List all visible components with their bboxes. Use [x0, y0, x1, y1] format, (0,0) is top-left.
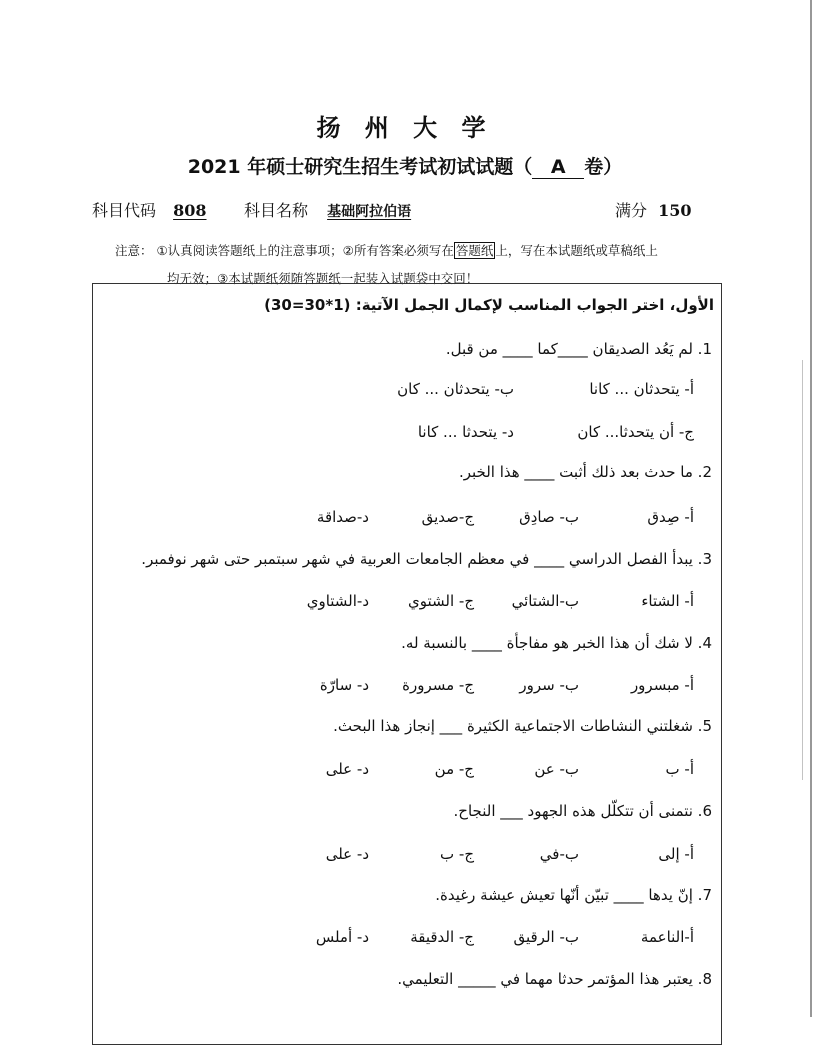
q7-option-c: ج- الدقيقة [410, 928, 474, 946]
q3-option-a: أ- الشتاء [641, 592, 694, 610]
q7-option-a: أ-الناعمة [640, 928, 694, 946]
question-1: 1. لم يَعُد الصديقان ____كما ____ من قبل. [445, 340, 712, 358]
page-edge-shadow [810, 0, 812, 1017]
exam-title-suffix: 卷） [584, 156, 623, 178]
question-8: 8. يعتبر هذا المؤتمر حدثا مهما في _____ التعليمي. [397, 970, 712, 988]
scan-line [802, 360, 803, 780]
q3-option-d: د-الشتاوي [306, 592, 369, 610]
code-value: 808 [173, 201, 207, 220]
full-score [615, 198, 692, 221]
q6-option-d: د- على [325, 845, 369, 863]
code-label: 科目代码 [92, 201, 157, 220]
q4-option-a: أ- مبسرور [630, 676, 694, 694]
q2-option-c: ج-صديق [421, 508, 474, 526]
q4-option-c: ج- مسرورة [402, 676, 474, 694]
q5-option-c: ج- من [434, 760, 474, 778]
q5-option-a: أ- ب [665, 760, 694, 778]
q1-option-a: أ- يتحدثان ... كانا [589, 380, 694, 398]
name-value: 基础阿拉伯语 [327, 204, 412, 220]
q7-option-b: ب- الرقيق [513, 928, 579, 946]
q1-option-b: ب- يتحدثان ... كان [397, 380, 514, 398]
q4-option-b: ب- سرور [519, 676, 579, 694]
subject-name [244, 198, 411, 221]
q3-option-c: ج- الشتوي [408, 592, 474, 610]
q1-option-c: ج- أن يتحدثا... كان [577, 423, 694, 441]
q2-option-d: د-صداقة [316, 508, 369, 526]
q3-option-b: ب-الشتائي [511, 592, 579, 610]
paper-label: A [532, 156, 584, 179]
notice-text-a: 注意： ①认真阅读答题纸上的注意事项；②所有答案必须写在 [115, 243, 454, 258]
exam-title-text: 2021 年硕士研究生招生考试初试试题（ [187, 156, 533, 178]
q5-option-b: ب- عن [534, 760, 579, 778]
university-name: 扬 州 大 学 [316, 114, 494, 142]
q4-option-d: د- سارّة [319, 676, 369, 694]
notice-line-1 [115, 237, 725, 265]
exam-title [0, 152, 810, 179]
q2-option-a: أ- صِدق [647, 508, 694, 526]
score-label: 满分 [615, 201, 648, 220]
q7-option-d: د- أملس [315, 928, 369, 946]
question-5: 5. شغلتني النشاطات الاجتماعية الكثيرة ___ إنجاز هذا البحث. [333, 717, 712, 735]
answer-sheet-boxed: 答题纸 [455, 243, 494, 258]
question-7: 7. إنّ يدها ____ تبيّن أنّها تعيش عيشة رغيدة. [435, 886, 712, 904]
q1-option-d: د- يتحدثا ... كانا [417, 423, 514, 441]
score-value: 150 [658, 201, 692, 220]
q2-option-b: ب- صادِق [519, 508, 579, 526]
q6-option-c: ج- ب [440, 845, 474, 863]
question-4: 4. لا شك أن هذا الخبر هو مفاجأة ____ بالنسبة له. [401, 634, 712, 652]
q6-option-b: ب-في [539, 845, 579, 863]
notice-text-b: 上，写在本试题纸或草稿纸上 [495, 243, 658, 258]
q6-option-a: أ- إلى [658, 845, 694, 863]
section-heading: الأول، اختر الجواب المناسب لإكمال الجمل الآتية: (1*30=30) [264, 296, 714, 314]
name-label: 科目名称 [244, 201, 309, 220]
subject-code [92, 198, 207, 221]
question-3: 3. يبدأ الفصل الدراسي ____ في معظم الجامعات العربية في شهر سبتمبر حتى شهر نوفمبر. [141, 550, 712, 568]
question-2: 2. ما حدث بعد ذلك أثبت ____ هذا الخبر. [458, 463, 712, 481]
q5-option-d: د- على [325, 760, 369, 778]
notice-line-2: 均无效；③本试题纸须随答题纸一起装入试题袋中交回！ [167, 271, 479, 286]
question-6: 6. نتمنى أن تتكلّل هذه الجهود ___ النجاح. [453, 802, 712, 820]
